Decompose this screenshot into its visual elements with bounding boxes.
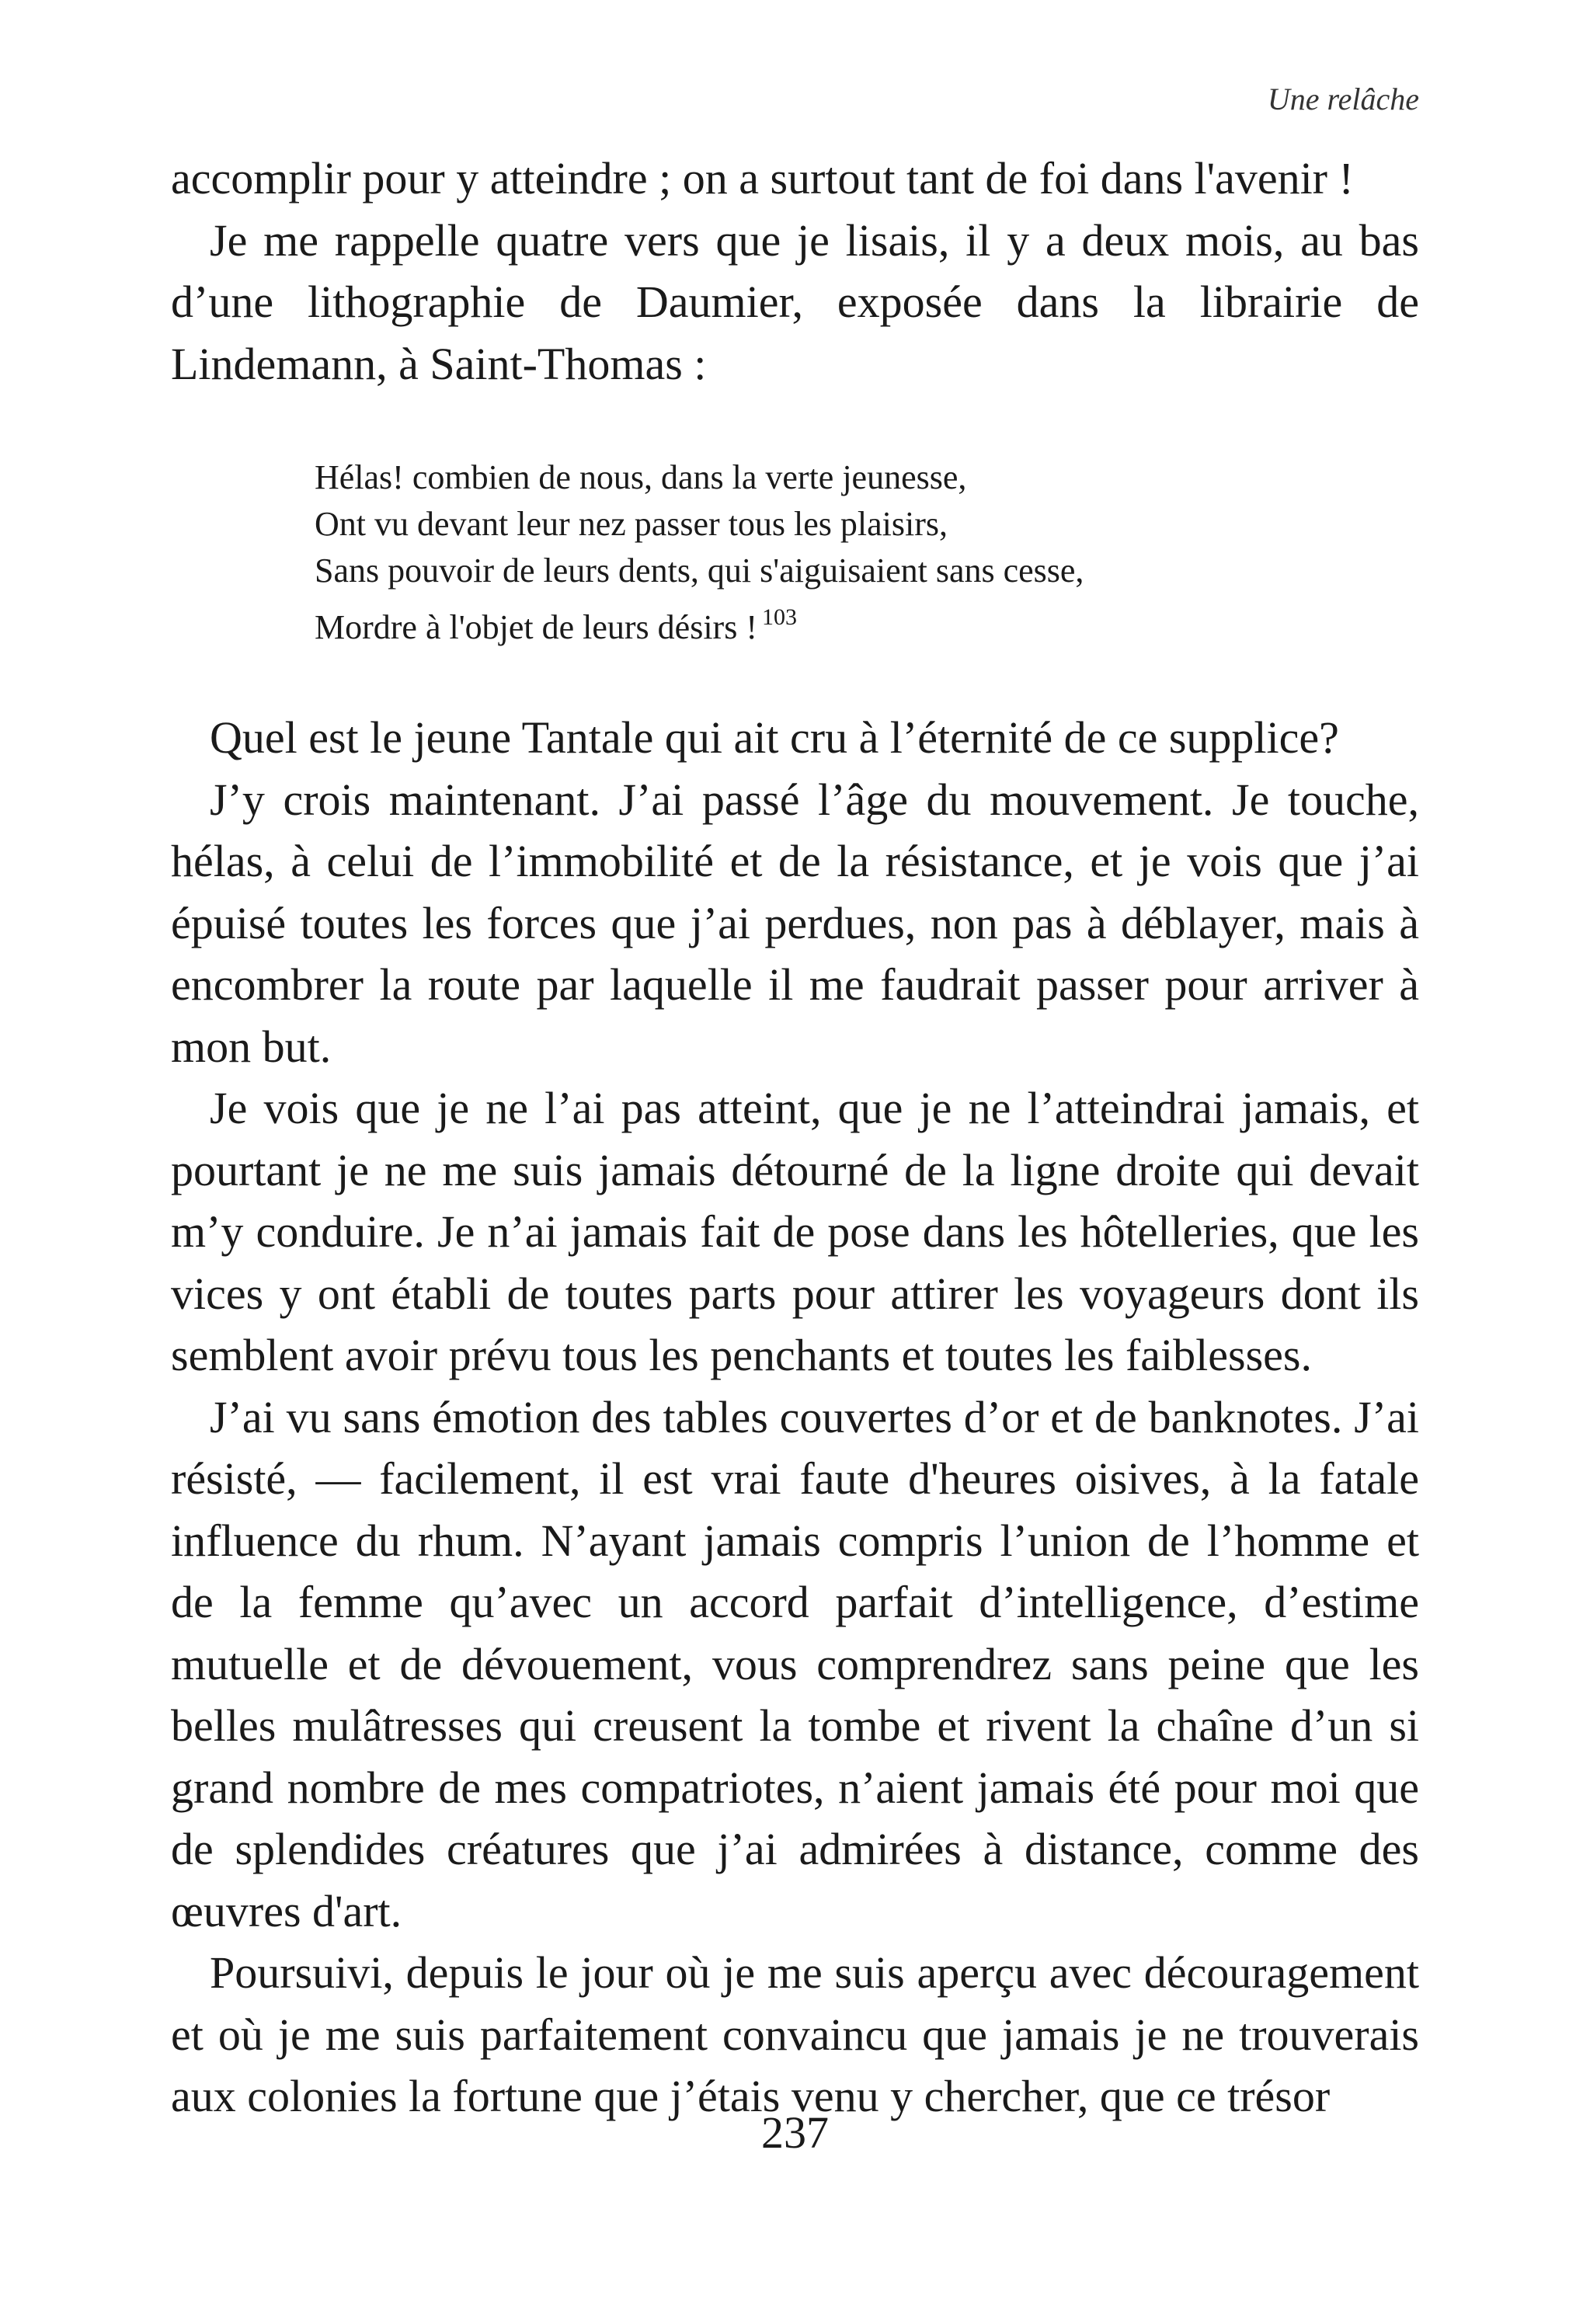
- verse-line: Ont vu devant leur nez passer tous les plaisirs,: [315, 505, 948, 543]
- paragraph-emotion: J’ai vu sans émotion des tables couvertes d’or et de banknotes. J’ai résisté, — facilement, il est vrai faute d'heures oisives, à la fatale influence du rhum. N’ayant jamais compris l’union de l’homme et de la femme qu’avec un accord parfait d’intelligence, d’estime mutuelle et de dévouement, vous comprendrez sans peine que les belles mulâtresses qui creusent la tombe et rivent la chaîne d’un si grand nombre de mes compatriotes, n’aient jamais été pour moi que de splendides créatures que j’ai admirées à distance, comme des œuvres d'art.: [171, 1391, 1419, 1936]
- paragraph-tantale: Quel est le jeune Tantale qui ait cru à l’éternité de ce supplice?: [210, 712, 1339, 763]
- paragraph-maintenant: J’y crois maintenant. J’ai passé l’âge du mouvement. Je touche, hélas, à celui de l’immobilité et de la résistance, et je vois que j’ai épuisé toutes les forces que j’ai perdues, non pas à déblayer, mais à encombrer la route par laquelle il me faudrait passer pour arriver à mon but.: [171, 774, 1419, 1072]
- verse-line-text: Mordre à l'objet de leurs désirs !: [315, 608, 757, 646]
- verse-line: Hélas! combien de nous, dans la verte jeunesse,: [315, 458, 967, 496]
- running-header: Une relâche: [1267, 82, 1419, 117]
- paragraph-continued: accomplir pour y atteindre ; on a surtout tant de foi dans l'avenir !: [171, 153, 1354, 204]
- verse-line-last: [315, 594, 1419, 651]
- verse-line: Sans pouvoir de leurs dents, qui s'aiguisaient sans cesse,: [315, 551, 1084, 590]
- verse-quote: [315, 454, 1419, 651]
- footnote-reference: 103: [761, 604, 797, 630]
- paragraph-daumier: Je me rappelle quatre vers que je lisais, il y a deux mois, au bas d’une lithographie de Daumier, exposée dans la librairie de Lindemann, à Saint-Thomas :: [171, 214, 1419, 389]
- page-number: 237: [761, 2107, 829, 2158]
- paragraph-poursuivi: Poursuivi, depuis le jour où je me suis aperçu avec découragement et où je me suis parfaitement convaincu que jamais je ne trouverais aux colonies la fortune que j’étais venu y chercher, que ce trésor: [171, 1947, 1419, 2121]
- body-text: [171, 148, 1419, 2127]
- paragraph-atteint: Je vois que je ne l’ai pas atteint, que je ne l’atteindrai jamais, et pourtant je ne me suis jamais détourné de la ligne droite qui devait m’y conduire. Je n’ai jamais fait de pose dans les hôtelleries, que les vices y ont établi de toutes parts pour attirer les voyageurs dont ils semblent avoir prévu tous les penchants et toutes les faiblesses.: [171, 1083, 1419, 1380]
